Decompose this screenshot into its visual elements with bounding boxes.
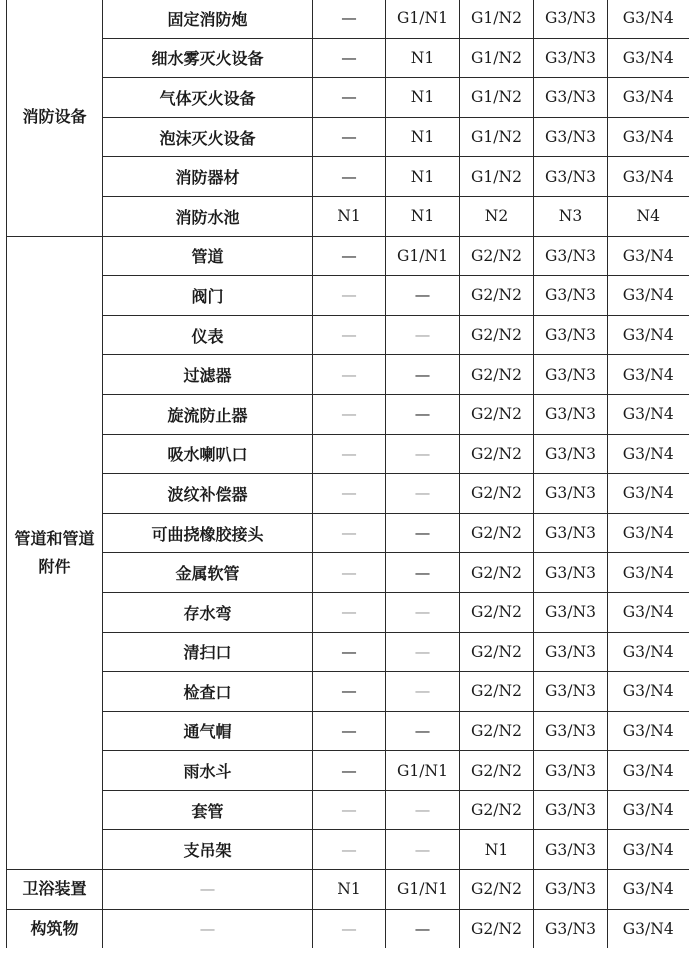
item-name: 仪表 — [103, 315, 313, 355]
item-name: 可曲挠橡胶接头 — [103, 513, 313, 553]
cell-value: G3/N3 — [534, 830, 608, 870]
cell-value: G3/N4 — [608, 117, 689, 157]
cell-value: G3/N3 — [534, 157, 608, 197]
table-row — [7, 434, 689, 474]
item-name: 存水弯 — [103, 592, 313, 632]
cell-value: — — [386, 315, 460, 355]
cell-value: N1 — [386, 196, 460, 236]
table-row — [7, 592, 689, 632]
item-name: 旋流防止器 — [103, 394, 313, 434]
cell-value: G3/N4 — [608, 474, 689, 514]
table-row — [7, 751, 689, 791]
item-name: 支吊架 — [103, 830, 313, 870]
cell-value: G1/N2 — [460, 78, 534, 118]
cell-value: — — [313, 553, 386, 593]
cell-value: G2/N2 — [460, 276, 534, 316]
item-name: 套管 — [103, 790, 313, 830]
cell-value: G3/N3 — [534, 394, 608, 434]
cell-value: — — [386, 355, 460, 395]
cell-value: — — [313, 117, 386, 157]
cell-value: G2/N2 — [460, 909, 534, 948]
cell-value: — — [313, 394, 386, 434]
cell-value: N1 — [386, 78, 460, 118]
cell-value: — — [313, 592, 386, 632]
item-name: 过滤器 — [103, 355, 313, 395]
cell-value: G3/N4 — [608, 672, 689, 712]
cell-value: N1 — [386, 38, 460, 78]
cell-value: G3/N3 — [534, 672, 608, 712]
cell-value: G3/N4 — [608, 870, 689, 910]
cell-value: G3/N4 — [608, 553, 689, 593]
cell-value: — — [313, 672, 386, 712]
cell-value: — — [313, 0, 386, 38]
cell-value: G3/N3 — [534, 711, 608, 751]
cell-value: G3/N4 — [608, 790, 689, 830]
cell-value: G3/N4 — [608, 78, 689, 118]
cell-value: — — [313, 78, 386, 118]
table-row — [7, 117, 689, 157]
cell-value: — — [386, 394, 460, 434]
item-name: 泡沫灭火设备 — [103, 117, 313, 157]
cell-value: G3/N3 — [534, 474, 608, 514]
cell-value: G3/N4 — [608, 157, 689, 197]
item-name: 消防水池 — [103, 196, 313, 236]
cell-value: G3/N4 — [608, 355, 689, 395]
table-row — [7, 276, 689, 316]
item-name: 波纹补偿器 — [103, 474, 313, 514]
cell-value: G3/N3 — [534, 355, 608, 395]
item-name: 阀门 — [103, 276, 313, 316]
cell-value: G3/N3 — [534, 909, 608, 948]
cell-value: — — [313, 751, 386, 791]
cell-value: G2/N2 — [460, 315, 534, 355]
table-row — [7, 830, 689, 870]
cell-value: — — [313, 790, 386, 830]
cell-value: G2/N2 — [460, 790, 534, 830]
cell-value: — — [386, 672, 460, 712]
item-name: 清扫口 — [103, 632, 313, 672]
cell-value: G3/N4 — [608, 394, 689, 434]
cell-value: G3/N3 — [534, 38, 608, 78]
cell-value: G2/N2 — [460, 672, 534, 712]
cell-value: G2/N2 — [460, 553, 534, 593]
cell-value: G1/N1 — [386, 751, 460, 791]
cell-value: G3/N3 — [534, 790, 608, 830]
table-row — [7, 196, 689, 236]
item-name: 检查口 — [103, 672, 313, 712]
cell-value: G3/N3 — [534, 78, 608, 118]
cell-value: G1/N2 — [460, 0, 534, 38]
item-name: 消防器材 — [103, 157, 313, 197]
cell-value: G1/N2 — [460, 117, 534, 157]
table-row — [7, 78, 689, 118]
cell-value: G3/N3 — [534, 870, 608, 910]
cell-value: — — [386, 513, 460, 553]
cell-value: G2/N2 — [460, 236, 534, 276]
cell-value: — — [386, 434, 460, 474]
table-row — [7, 790, 689, 830]
cell-value: — — [313, 157, 386, 197]
item-name: — — [103, 870, 313, 910]
cell-value: G3/N4 — [608, 711, 689, 751]
table-row — [7, 394, 689, 434]
cell-value: G2/N2 — [460, 355, 534, 395]
table-row — [7, 315, 689, 355]
cell-value: G3/N3 — [534, 751, 608, 791]
table-row — [7, 474, 689, 514]
cell-value: N1 — [460, 830, 534, 870]
cell-value: — — [386, 790, 460, 830]
cell-value: — — [313, 909, 386, 948]
table-row — [7, 870, 689, 910]
table-row — [7, 513, 689, 553]
cell-value: G3/N3 — [534, 592, 608, 632]
cell-value: — — [386, 592, 460, 632]
cell-value: G3/N3 — [534, 315, 608, 355]
cell-value: N1 — [386, 117, 460, 157]
cell-value: — — [386, 909, 460, 948]
cell-value: G2/N2 — [460, 751, 534, 791]
table-row — [7, 672, 689, 712]
item-name: 细水雾灭火设备 — [103, 38, 313, 78]
cell-value: G3/N4 — [608, 236, 689, 276]
cell-value: — — [313, 276, 386, 316]
table-row — [7, 909, 689, 948]
cell-value: G3/N4 — [608, 276, 689, 316]
group-label-fire-equipment: 消防设备 — [7, 0, 103, 236]
cell-value: G3/N3 — [534, 553, 608, 593]
cell-value: — — [313, 355, 386, 395]
item-name: 气体灭火设备 — [103, 78, 313, 118]
cell-value: G3/N4 — [608, 434, 689, 474]
cell-value: G2/N2 — [460, 870, 534, 910]
item-name: — — [103, 909, 313, 948]
cell-value: — — [313, 632, 386, 672]
cell-value: G2/N2 — [460, 394, 534, 434]
cell-value: G2/N2 — [460, 711, 534, 751]
cell-value: G3/N4 — [608, 909, 689, 948]
cell-value: G1/N2 — [460, 38, 534, 78]
cell-value: N4 — [608, 196, 689, 236]
cell-value: G1/N1 — [386, 236, 460, 276]
cell-value: — — [386, 830, 460, 870]
table-row — [7, 711, 689, 751]
requirements-table — [6, 0, 689, 948]
cell-value: G2/N2 — [460, 632, 534, 672]
cell-value: G1/N1 — [386, 0, 460, 38]
cell-value: G3/N4 — [608, 0, 689, 38]
item-name: 固定消防炮 — [103, 0, 313, 38]
cell-value: N2 — [460, 196, 534, 236]
cell-value: G2/N2 — [460, 474, 534, 514]
cell-value: N1 — [313, 196, 386, 236]
cell-value: G3/N4 — [608, 592, 689, 632]
cell-value: — — [386, 632, 460, 672]
cell-value: G3/N4 — [608, 38, 689, 78]
cell-value: G3/N3 — [534, 434, 608, 474]
cell-value: G3/N4 — [608, 830, 689, 870]
item-name: 金属软管 — [103, 553, 313, 593]
cell-value: — — [313, 711, 386, 751]
cell-value: G1/N1 — [386, 870, 460, 910]
item-name: 吸水喇叭口 — [103, 434, 313, 474]
cell-value: N1 — [313, 870, 386, 910]
cell-value: G3/N4 — [608, 751, 689, 791]
cell-value: G3/N4 — [608, 632, 689, 672]
table-row — [7, 553, 689, 593]
cell-value: — — [313, 434, 386, 474]
cell-value: — — [313, 38, 386, 78]
group-label-pipes-and-fittings: 管道和管道附件 — [7, 236, 103, 870]
cell-value: — — [313, 315, 386, 355]
table-row — [7, 0, 689, 38]
cell-value: — — [386, 553, 460, 593]
item-name: 管道 — [103, 236, 313, 276]
cell-value: G2/N2 — [460, 592, 534, 632]
cell-value: N1 — [386, 157, 460, 197]
cell-value: G2/N2 — [460, 434, 534, 474]
group-label-sanitary-fixtures: 卫浴装置 — [7, 870, 103, 910]
cell-value: G3/N4 — [608, 513, 689, 553]
item-name: 雨水斗 — [103, 751, 313, 791]
cell-value: G3/N3 — [534, 513, 608, 553]
table-row — [7, 632, 689, 672]
cell-value: — — [386, 474, 460, 514]
cell-value: — — [313, 830, 386, 870]
cell-value: — — [313, 474, 386, 514]
cell-value: — — [386, 276, 460, 316]
cell-value: G1/N2 — [460, 157, 534, 197]
cell-value: G3/N3 — [534, 276, 608, 316]
cell-value: G3/N4 — [608, 315, 689, 355]
group-label-structures: 构筑物 — [7, 909, 103, 948]
table-row — [7, 38, 689, 78]
cell-value: — — [313, 513, 386, 553]
cell-value: G3/N3 — [534, 117, 608, 157]
table-row — [7, 355, 689, 395]
cell-value: G2/N2 — [460, 513, 534, 553]
cell-value: — — [313, 236, 386, 276]
cell-value: G3/N3 — [534, 236, 608, 276]
item-name: 通气帽 — [103, 711, 313, 751]
table-row — [7, 236, 689, 276]
cell-value: N3 — [534, 196, 608, 236]
cell-value: — — [386, 711, 460, 751]
table-row — [7, 157, 689, 197]
cell-value: G3/N3 — [534, 0, 608, 38]
cell-value: G3/N3 — [534, 632, 608, 672]
